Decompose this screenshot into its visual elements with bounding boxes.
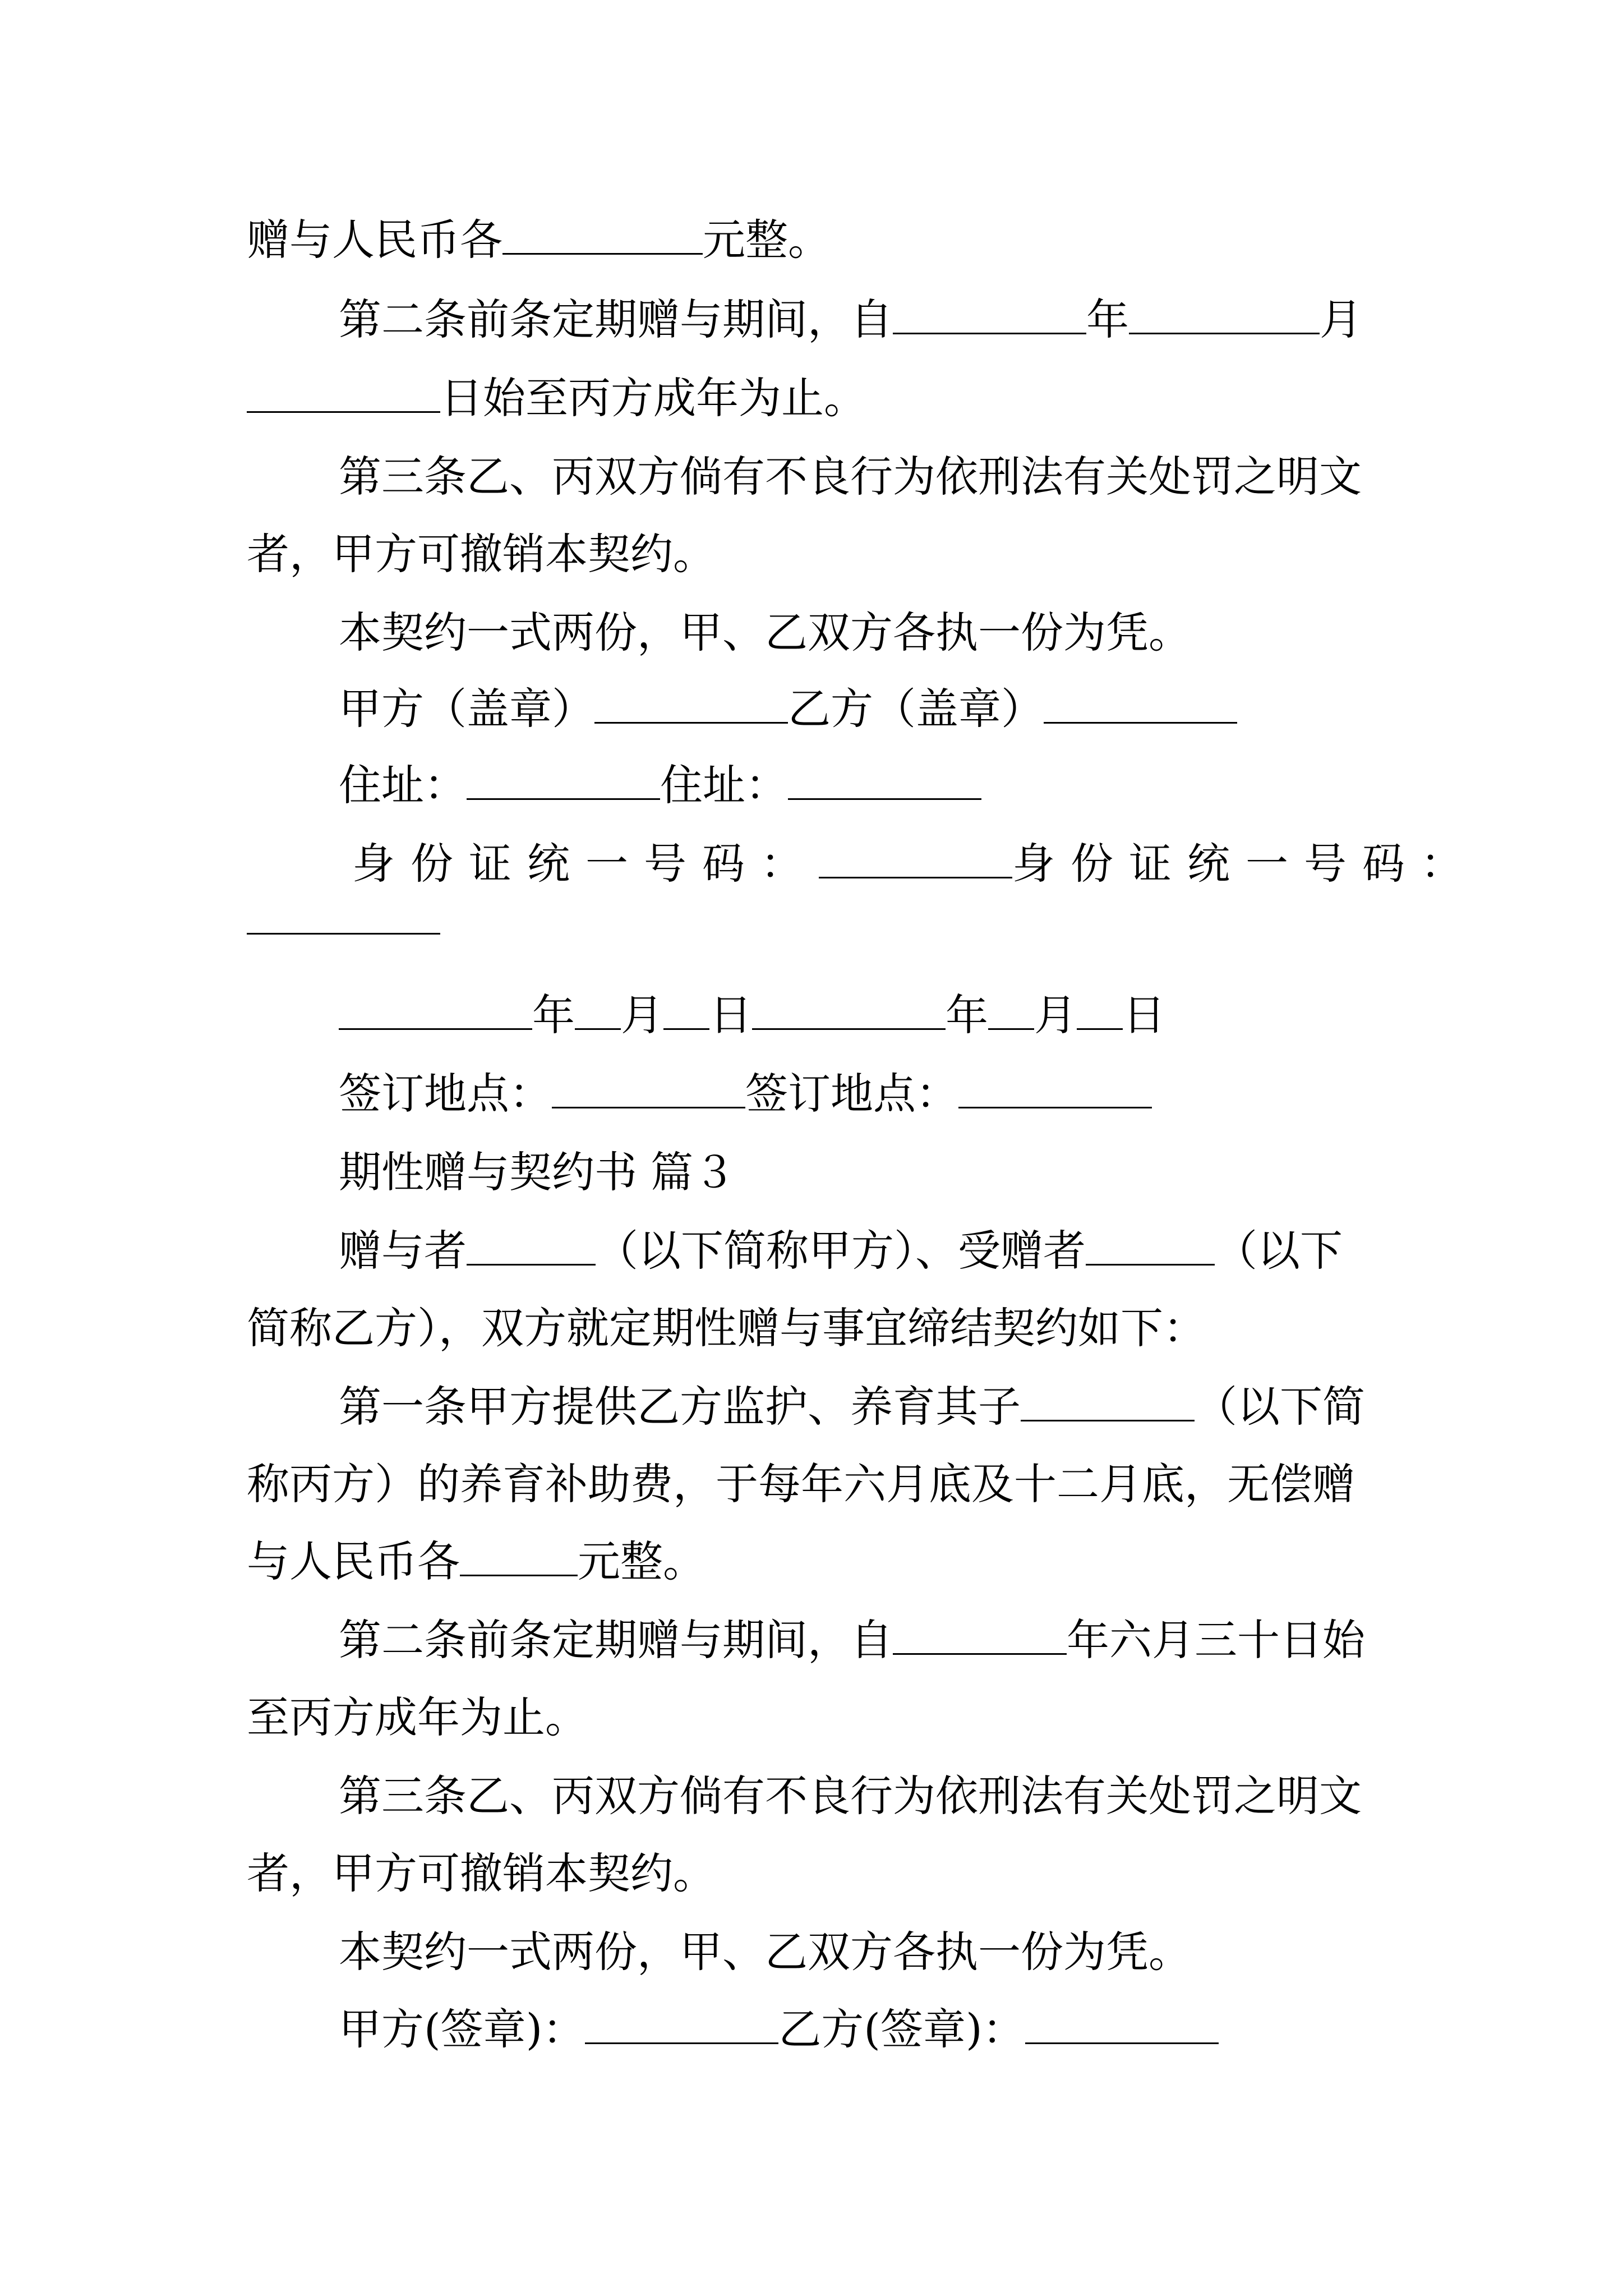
text: （以下: [1215, 1226, 1343, 1276]
paragraph-line: [247, 1684, 588, 1751]
paragraph-line: [339, 1918, 1191, 1986]
blank-field: [893, 296, 1086, 334]
text: 元整。: [578, 1536, 706, 1586]
section-title: [339, 1139, 736, 1206]
blank-field: [552, 1070, 745, 1108]
text: 月: [1034, 990, 1077, 1040]
text: 甲方（盖章）: [339, 684, 594, 734]
blank-field: [1129, 296, 1320, 334]
blank-field: [467, 1227, 596, 1266]
blank-field: [1077, 991, 1123, 1030]
blank-field: [1025, 2005, 1219, 2044]
paragraph-line: [247, 886, 440, 954]
blank-field: [585, 2005, 778, 2044]
text: 年: [1086, 295, 1129, 344]
text: 身份证统一号码：: [1012, 839, 1479, 889]
text: 年: [946, 990, 988, 1040]
text: 者，甲方可撤销本契约。: [247, 1848, 716, 1898]
text: 与人民币各: [247, 1536, 460, 1586]
blank-field: [502, 216, 703, 255]
paragraph-line: [247, 365, 866, 432]
blank-field: [958, 1070, 1152, 1108]
text: 第二条前条定期赠与期间，自: [339, 295, 893, 344]
paragraph-line: [339, 1373, 1365, 1441]
text: 简称乙方），双方就定期性赠与事宜缔结契约如下：: [247, 1303, 1206, 1353]
blank-field: [1086, 1227, 1215, 1266]
blank-field: [819, 840, 1012, 878]
paragraph-line: [339, 599, 1191, 666]
address-line: [339, 752, 981, 819]
text: 本契约一式两份，甲、乙双方各执一份为凭。: [339, 608, 1191, 657]
paragraph-line: [247, 1528, 706, 1595]
text: 年: [532, 990, 575, 1040]
paragraph-line: [339, 1763, 1362, 1830]
text: 年六月三十日始: [1067, 1615, 1365, 1665]
text: 至丙方成年为止。: [247, 1692, 588, 1742]
text: 月: [1320, 295, 1362, 344]
text: 者，甲方可撤销本契约。: [247, 529, 716, 579]
blank-field: [988, 991, 1034, 1030]
text: 身份证统一号码：: [352, 839, 819, 889]
text: 日: [1123, 990, 1165, 1040]
text: 第二条前条定期赠与期间，自: [339, 1615, 893, 1665]
text: 住址：: [660, 760, 788, 810]
text: 赠与者: [339, 1226, 467, 1276]
text: 乙方(签章)：: [778, 2004, 1025, 2054]
text: 第三条乙、丙双方倘有不良行为依刑法有关处罚之明文: [339, 452, 1362, 501]
signature-line: [339, 1996, 1219, 2063]
blank-field: [1021, 1383, 1195, 1421]
text: 第一条甲方提供乙方监护、养育其子: [339, 1382, 1021, 1432]
text: 乙方（盖章）: [788, 684, 1044, 734]
paragraph-line: [339, 1607, 1365, 1674]
blank-field: [788, 761, 981, 800]
blank-field: [1044, 685, 1237, 724]
blank-field: [752, 991, 946, 1030]
paragraph-line: [247, 1451, 1355, 1518]
text: 住址：: [339, 760, 467, 810]
paragraph-line: [247, 206, 831, 274]
text: 月: [621, 990, 663, 1040]
blank-field: [663, 991, 709, 1030]
text: （以下简称甲方）、受赠者: [596, 1226, 1086, 1276]
paragraph-line: [339, 1217, 1343, 1285]
paragraph-line: [247, 1295, 1206, 1362]
signature-line: [339, 675, 1237, 743]
paragraph-line: [247, 1840, 716, 1907]
text: 期性赠与契约书 篇３: [339, 1147, 736, 1197]
paragraph-line: [339, 443, 1362, 510]
blank-field: [247, 374, 440, 413]
blank-field: [893, 1616, 1067, 1655]
text: 日始至丙方成年为止。: [440, 373, 866, 423]
text: 第三条乙、丙双方倘有不良行为依刑法有关处罚之明文: [339, 1771, 1362, 1821]
text: 签订地点：: [339, 1069, 552, 1119]
text: 称丙方）的养育补助费，于每年六月底及十二月底，无偿赠: [247, 1459, 1355, 1509]
text: 甲方(签章)：: [339, 2004, 585, 2054]
blank-field: [594, 685, 788, 724]
id-number-line: [352, 830, 1479, 898]
blank-field: [460, 1538, 578, 1576]
signing-place-line: [339, 1060, 1152, 1128]
date-line: [339, 982, 1165, 1049]
text: 签订地点：: [745, 1069, 958, 1119]
blank-field: [467, 761, 660, 800]
text: 元整。: [703, 215, 831, 265]
blank-field: [247, 896, 440, 935]
text: 日: [709, 990, 752, 1040]
text: （以下简: [1195, 1382, 1365, 1432]
blank-field: [575, 991, 621, 1030]
text: 赠与人民币各: [247, 215, 502, 265]
paragraph-line: [339, 286, 1362, 353]
text: 本契约一式两份，甲、乙双方各执一份为凭。: [339, 1927, 1191, 1977]
paragraph-line: [247, 521, 716, 588]
blank-field: [339, 991, 532, 1030]
